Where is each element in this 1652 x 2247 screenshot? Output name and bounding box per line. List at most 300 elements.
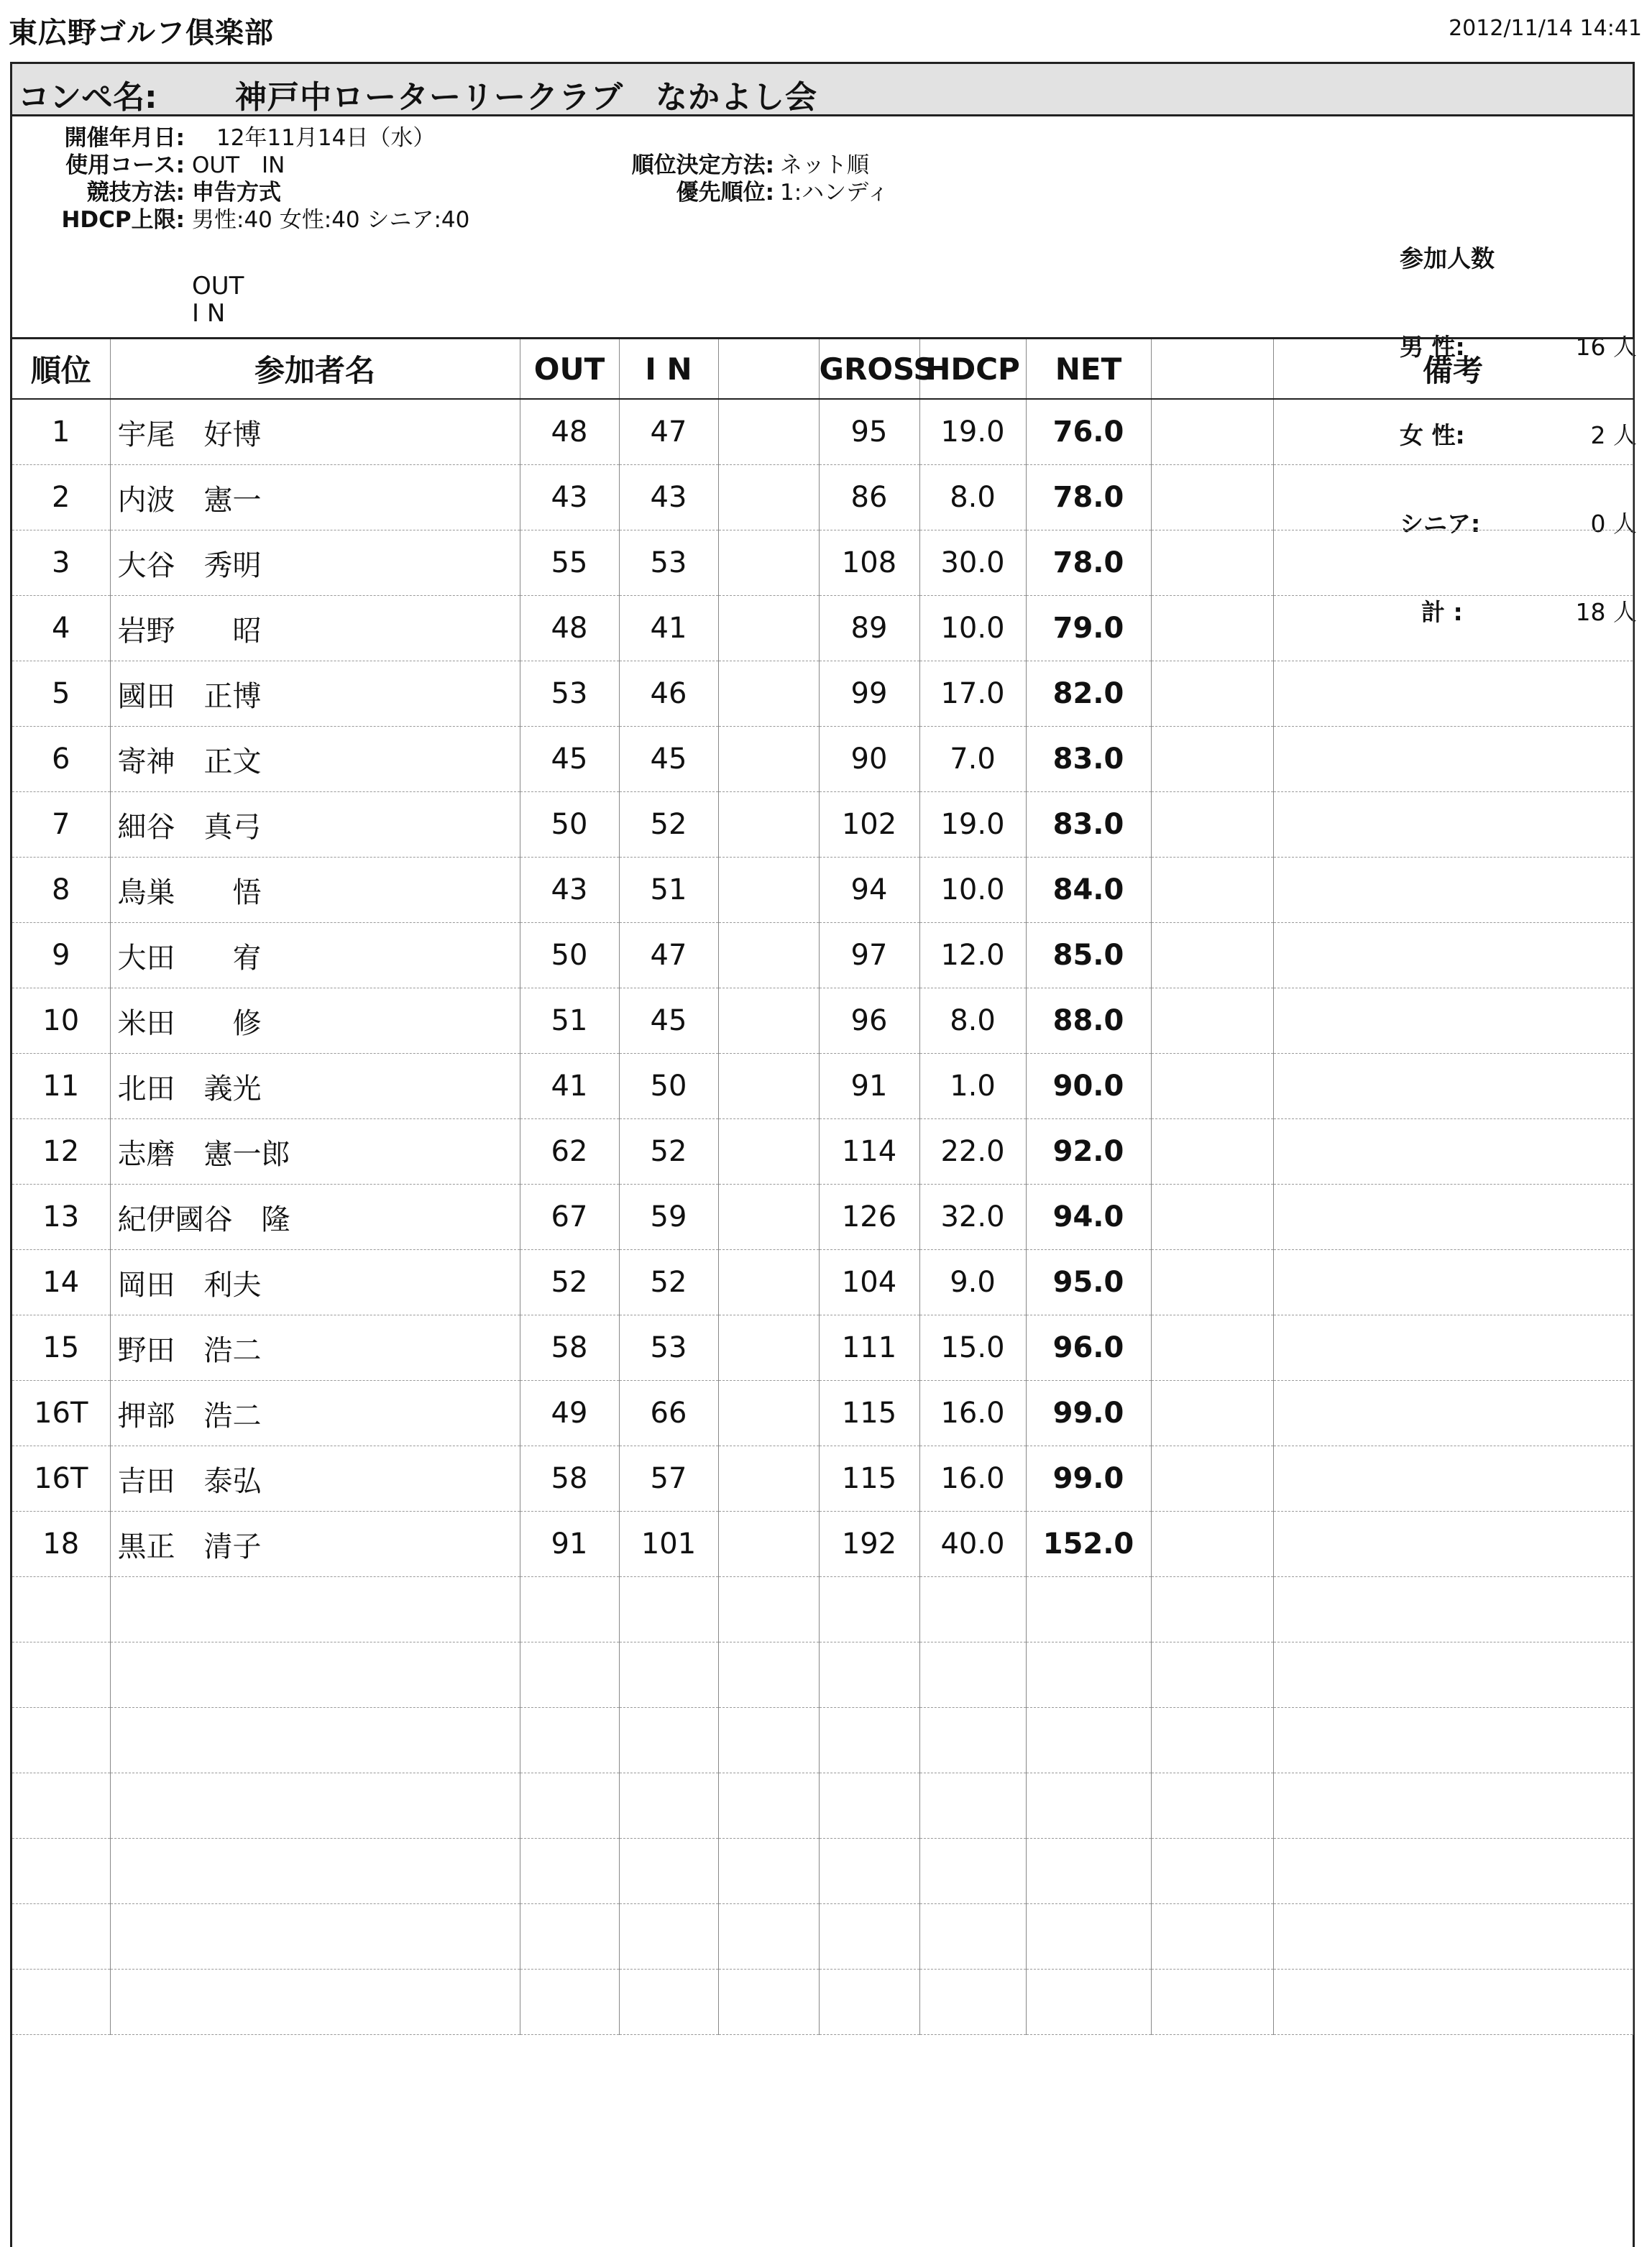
note-cell <box>1273 1315 1633 1381</box>
gross-cell: 108 <box>819 530 919 596</box>
blank-cell <box>1151 1119 1273 1185</box>
gross-cell: 94 <box>819 858 919 923</box>
hdcp-cell: 40.0 <box>919 1512 1026 1577</box>
note-cell <box>1273 988 1633 1054</box>
out-score-cell: 55 <box>520 530 619 596</box>
out-score-cell: 58 <box>520 1446 619 1512</box>
note-cell <box>1273 923 1633 988</box>
blank-cell <box>718 727 819 792</box>
rank-cell: 15 <box>12 1315 110 1381</box>
table-row <box>12 858 1633 923</box>
empty-cell <box>619 1773 718 1839</box>
out-header: OUT <box>520 339 619 399</box>
empty-cell <box>619 1904 718 1970</box>
empty-cell <box>1273 1708 1633 1773</box>
hdcp-cell: 17.0 <box>919 661 1026 727</box>
name-cell: 紀伊國谷 隆 <box>110 1185 520 1250</box>
blank-cell <box>1151 399 1273 465</box>
in-score-cell: 45 <box>619 727 718 792</box>
rank-cell: 4 <box>12 596 110 661</box>
name-cell: 大谷 秀明 <box>110 530 520 596</box>
empty-cell <box>718 1642 819 1708</box>
gross-cell: 86 <box>819 465 919 530</box>
hdcp-cell: 8.0 <box>919 988 1026 1054</box>
empty-cell <box>718 1577 819 1642</box>
hdcp-cell: 1.0 <box>919 1054 1026 1119</box>
rank-cell: 3 <box>12 530 110 596</box>
empty-cell <box>619 1839 718 1904</box>
table-row <box>12 1315 1633 1381</box>
net-cell: 85.0 <box>1026 923 1151 988</box>
female-count: 2 人 <box>1590 421 1637 449</box>
name-cell: 細谷 真弓 <box>110 792 520 858</box>
empty-cell <box>819 1839 919 1904</box>
name-cell: 内波 憲一 <box>110 465 520 530</box>
method-value: 申告方式 <box>192 180 281 206</box>
empty-cell <box>110 1642 520 1708</box>
rank-cell: 10 <box>12 988 110 1054</box>
empty-cell <box>12 1839 110 1904</box>
table-row <box>12 727 1633 792</box>
empty-cell <box>819 1773 919 1839</box>
blank-cell <box>718 923 819 988</box>
hdcp-cell: 10.0 <box>919 858 1026 923</box>
empty-row <box>12 1708 1633 1773</box>
blank-cell <box>718 792 819 858</box>
in-score-cell: 51 <box>619 858 718 923</box>
table-row <box>12 1185 1633 1250</box>
hdcp-cell: 19.0 <box>919 792 1026 858</box>
gross-cell: 96 <box>819 988 919 1054</box>
in-score-cell: 59 <box>619 1185 718 1250</box>
name-cell: 大田 宥 <box>110 923 520 988</box>
blank-cell <box>718 530 819 596</box>
note-cell <box>1273 1381 1633 1446</box>
net-cell: 99.0 <box>1026 1446 1151 1512</box>
blank-cell <box>1151 1315 1273 1381</box>
result-sheet <box>10 62 1635 2247</box>
rank-cell: 16T <box>12 1446 110 1512</box>
out-score-cell: 51 <box>520 988 619 1054</box>
out-score-cell: 50 <box>520 923 619 988</box>
empty-cell <box>1026 1839 1151 1904</box>
gross-cell: 192 <box>819 1512 919 1577</box>
table-row <box>12 923 1633 988</box>
empty-cell <box>1151 1642 1273 1708</box>
empty-cell <box>1026 1904 1151 1970</box>
participants-title: 参加人数 <box>1400 244 1495 272</box>
hdcp-cell: 16.0 <box>919 1381 1026 1446</box>
net-cell: 82.0 <box>1026 661 1151 727</box>
course-value: OUT IN <box>192 152 285 178</box>
note-cell <box>1273 858 1633 923</box>
blank-cell <box>1151 661 1273 727</box>
empty-cell <box>1273 1839 1633 1904</box>
empty-row <box>12 1904 1633 1970</box>
hdcp-header: HDCP <box>919 339 1026 399</box>
table-row <box>12 1250 1633 1315</box>
net-cell: 92.0 <box>1026 1119 1151 1185</box>
rank-method-key: 順位決定方法: <box>631 152 774 178</box>
gross-cell: 115 <box>819 1446 919 1512</box>
gross-cell: 111 <box>819 1315 919 1381</box>
table-row <box>12 399 1633 465</box>
empty-cell <box>718 1970 819 2035</box>
out-score-cell: 43 <box>520 465 619 530</box>
out-score-cell: 58 <box>520 1315 619 1381</box>
net-cell: 88.0 <box>1026 988 1151 1054</box>
blank-cell <box>1151 1512 1273 1577</box>
blank-cell <box>718 988 819 1054</box>
blank-cell <box>1151 727 1273 792</box>
name-cell: 國田 正博 <box>110 661 520 727</box>
rank-cell: 9 <box>12 923 110 988</box>
name-cell: 宇尾 好博 <box>110 399 520 465</box>
blank-header-1 <box>718 339 819 399</box>
results-table <box>12 339 1633 2035</box>
hdcp-cell: 22.0 <box>919 1119 1026 1185</box>
name-cell: 吉田 泰弘 <box>110 1446 520 1512</box>
total-count: 18 人 <box>1575 598 1637 626</box>
empty-row <box>12 1642 1633 1708</box>
net-cell: 96.0 <box>1026 1315 1151 1381</box>
out-score-cell: 48 <box>520 596 619 661</box>
blank-cell <box>718 1315 819 1381</box>
rank-cell: 6 <box>12 727 110 792</box>
blank-cell <box>1151 1054 1273 1119</box>
blank-cell <box>718 465 819 530</box>
table-row <box>12 596 1633 661</box>
hdcp-cell: 10.0 <box>919 596 1026 661</box>
hdcp-cell: 12.0 <box>919 923 1026 988</box>
in-score-cell: 43 <box>619 465 718 530</box>
blank-cell <box>1151 1446 1273 1512</box>
blank-cell <box>1151 988 1273 1054</box>
empty-cell <box>1151 1577 1273 1642</box>
date-value: 12年11月14日（水） <box>216 125 436 151</box>
empty-cell <box>919 1904 1026 1970</box>
empty-cell <box>718 1904 819 1970</box>
out-score-cell: 48 <box>520 399 619 465</box>
method-key: 競技方法: <box>86 180 185 206</box>
rank-cell: 18 <box>12 1512 110 1577</box>
in-score-cell: 52 <box>619 1119 718 1185</box>
empty-cell <box>12 1708 110 1773</box>
blank-cell <box>718 1381 819 1446</box>
empty-cell <box>110 1970 520 2035</box>
hdcp-value: 男性:40 女性:40 シニア:40 <box>192 207 470 233</box>
out-score-cell: 67 <box>520 1185 619 1250</box>
empty-cell <box>520 1839 619 1904</box>
net-cell: 84.0 <box>1026 858 1151 923</box>
note-cell <box>1273 1119 1633 1185</box>
gross-cell: 114 <box>819 1119 919 1185</box>
empty-cell <box>919 1839 1026 1904</box>
empty-cell <box>718 1708 819 1773</box>
competition-title-bar <box>12 64 1633 116</box>
out-score-cell: 49 <box>520 1381 619 1446</box>
empty-cell <box>110 1904 520 1970</box>
blank-cell <box>1151 792 1273 858</box>
empty-cell <box>520 1577 619 1642</box>
name-cell: 岡田 利夫 <box>110 1250 520 1315</box>
print-timestamp: 2012/11/14 14:41 <box>1449 16 1642 41</box>
course-key: 使用コース: <box>65 152 185 178</box>
net-cell: 95.0 <box>1026 1250 1151 1315</box>
net-cell: 78.0 <box>1026 530 1151 596</box>
name-cell: 志磨 憲一郎 <box>110 1119 520 1185</box>
blank-cell <box>1151 1185 1273 1250</box>
note-header: 備考 <box>1273 339 1633 399</box>
empty-cell <box>1026 1577 1151 1642</box>
out-score-cell: 41 <box>520 1054 619 1119</box>
note-cell <box>1273 530 1633 596</box>
empty-cell <box>520 1642 619 1708</box>
out-score-cell: 53 <box>520 661 619 727</box>
empty-cell <box>1273 1773 1633 1839</box>
in-score-cell: 53 <box>619 1315 718 1381</box>
empty-cell <box>718 1773 819 1839</box>
empty-cell <box>919 1773 1026 1839</box>
in-score-cell: 53 <box>619 530 718 596</box>
table-row <box>12 1381 1633 1446</box>
in-score-cell: 52 <box>619 1250 718 1315</box>
note-cell <box>1273 465 1633 530</box>
net-cell: 76.0 <box>1026 399 1151 465</box>
priority-value: 1:ハンディ <box>780 180 889 206</box>
male-count: 16 人 <box>1575 333 1637 361</box>
table-row <box>12 661 1633 727</box>
note-cell <box>1273 792 1633 858</box>
gross-cell: 99 <box>819 661 919 727</box>
table-header <box>12 339 1633 399</box>
net-cell: 83.0 <box>1026 727 1151 792</box>
out-in-labels <box>192 272 244 327</box>
empty-cell <box>919 1642 1026 1708</box>
in-header: I N <box>619 339 718 399</box>
rank-cell: 2 <box>12 465 110 530</box>
blank-cell <box>1151 923 1273 988</box>
out-score-cell: 91 <box>520 1512 619 1577</box>
gross-header: GROSS <box>819 339 919 399</box>
net-cell: 78.0 <box>1026 465 1151 530</box>
in-score-cell: 45 <box>619 988 718 1054</box>
name-cell: 野田 浩二 <box>110 1315 520 1381</box>
in-score-cell: 57 <box>619 1446 718 1512</box>
info-middle <box>415 152 889 206</box>
empty-cell <box>12 1970 110 2035</box>
rank-cell: 13 <box>12 1185 110 1250</box>
empty-cell <box>1273 1577 1633 1642</box>
note-cell <box>1273 1250 1633 1315</box>
empty-cell <box>1151 1904 1273 1970</box>
rank-cell: 1 <box>12 399 110 465</box>
female-label: 女 性: <box>1400 421 1465 449</box>
hdcp-cell: 7.0 <box>919 727 1026 792</box>
name-cell: 黒正 清子 <box>110 1512 520 1577</box>
empty-cell <box>718 1839 819 1904</box>
hdcp-cell: 15.0 <box>919 1315 1026 1381</box>
empty-cell <box>919 1708 1026 1773</box>
note-cell <box>1273 1054 1633 1119</box>
hdcp-cell: 9.0 <box>919 1250 1026 1315</box>
rank-cell: 12 <box>12 1119 110 1185</box>
total-label: 計 : <box>1421 598 1463 626</box>
rank-cell: 16T <box>12 1381 110 1446</box>
note-cell <box>1273 727 1633 792</box>
gross-cell: 115 <box>819 1381 919 1446</box>
table-row <box>12 465 1633 530</box>
rank-cell: 8 <box>12 858 110 923</box>
out-score-cell: 43 <box>520 858 619 923</box>
rank-cell: 14 <box>12 1250 110 1315</box>
table-row <box>12 1119 1633 1185</box>
in-score-cell: 101 <box>619 1512 718 1577</box>
gross-cell: 89 <box>819 596 919 661</box>
net-header: NET <box>1026 339 1151 399</box>
out-score-cell: 50 <box>520 792 619 858</box>
net-cell: 152.0 <box>1026 1512 1151 1577</box>
net-cell: 83.0 <box>1026 792 1151 858</box>
empty-cell <box>619 1642 718 1708</box>
empty-cell <box>12 1904 110 1970</box>
empty-cell <box>1151 1970 1273 2035</box>
net-cell: 79.0 <box>1026 596 1151 661</box>
note-cell <box>1273 596 1633 661</box>
empty-cell <box>110 1773 520 1839</box>
name-cell: 岩野 昭 <box>110 596 520 661</box>
table-row <box>12 530 1633 596</box>
empty-row <box>12 1970 1633 2035</box>
name-cell: 北田 義光 <box>110 1054 520 1119</box>
empty-cell <box>520 1970 619 2035</box>
male-label: 男 性: <box>1400 333 1465 361</box>
empty-cell <box>110 1839 520 1904</box>
table-row <box>12 792 1633 858</box>
gross-cell: 95 <box>819 399 919 465</box>
table-row <box>12 1512 1633 1577</box>
hdcp-cell: 19.0 <box>919 399 1026 465</box>
empty-cell <box>1273 1642 1633 1708</box>
net-cell: 94.0 <box>1026 1185 1151 1250</box>
rank-cell: 11 <box>12 1054 110 1119</box>
out-score-cell: 62 <box>520 1119 619 1185</box>
empty-cell <box>819 1642 919 1708</box>
gross-cell: 126 <box>819 1185 919 1250</box>
empty-row <box>12 1773 1633 1839</box>
name-cell: 寄神 正文 <box>110 727 520 792</box>
rank-method-value: ネット順 <box>780 152 869 178</box>
competition-label: コンペ名: <box>18 79 157 116</box>
empty-cell <box>1273 1970 1633 2035</box>
blank-cell <box>1151 858 1273 923</box>
date-key: 開催年月日: <box>64 125 185 151</box>
empty-cell <box>520 1773 619 1839</box>
table-row <box>12 988 1633 1054</box>
in-score-cell: 47 <box>619 399 718 465</box>
in-score-cell: 52 <box>619 792 718 858</box>
empty-cell <box>619 1970 718 2035</box>
empty-cell <box>12 1773 110 1839</box>
empty-cell <box>110 1577 520 1642</box>
club-name: 東広野ゴルフ倶楽部 <box>9 17 274 50</box>
empty-cell <box>919 1577 1026 1642</box>
blank-cell <box>718 1119 819 1185</box>
net-cell: 99.0 <box>1026 1381 1151 1446</box>
blank-cell <box>718 661 819 727</box>
hdcp-cell: 30.0 <box>919 530 1026 596</box>
empty-cell <box>1026 1773 1151 1839</box>
note-cell <box>1273 1446 1633 1512</box>
empty-cell <box>110 1708 520 1773</box>
empty-row <box>12 1839 1633 1904</box>
empty-cell <box>12 1642 110 1708</box>
senior-count: 0 人 <box>1590 510 1637 538</box>
empty-cell <box>1273 1904 1633 1970</box>
info-left <box>19 124 469 234</box>
hdcp-key: HDCP上限: <box>61 207 185 233</box>
empty-cell <box>520 1904 619 1970</box>
empty-cell <box>619 1708 718 1773</box>
empty-cell <box>819 1904 919 1970</box>
table-row <box>12 1054 1633 1119</box>
empty-cell <box>1151 1708 1273 1773</box>
rank-cell: 5 <box>12 661 110 727</box>
gross-cell: 104 <box>819 1250 919 1315</box>
in-score-cell: 41 <box>619 596 718 661</box>
hdcp-cell: 8.0 <box>919 465 1026 530</box>
blank-cell <box>718 1512 819 1577</box>
gross-cell: 91 <box>819 1054 919 1119</box>
empty-cell <box>819 1577 919 1642</box>
competition-name: 神戸中ローターリークラブ なかよし会 <box>235 79 817 116</box>
priority-key: 優先順位: <box>676 180 774 206</box>
note-cell <box>1273 1512 1633 1577</box>
empty-cell <box>919 1970 1026 2035</box>
name-header: 参加者名 <box>110 339 520 399</box>
note-cell <box>1273 661 1633 727</box>
name-cell: 鳥巣 悟 <box>110 858 520 923</box>
blank-cell <box>718 858 819 923</box>
empty-cell <box>1151 1839 1273 1904</box>
net-cell: 90.0 <box>1026 1054 1151 1119</box>
blank-cell <box>718 1446 819 1512</box>
note-cell <box>1273 1185 1633 1250</box>
blank-cell <box>718 1054 819 1119</box>
blank-header-2 <box>1151 339 1273 399</box>
empty-cell <box>1026 1708 1151 1773</box>
empty-cell <box>1026 1970 1151 2035</box>
blank-cell <box>718 1250 819 1315</box>
in-label: I N <box>192 299 226 328</box>
hdcp-cell: 16.0 <box>919 1446 1026 1512</box>
name-cell: 押部 浩二 <box>110 1381 520 1446</box>
gross-cell: 102 <box>819 792 919 858</box>
empty-cell <box>520 1708 619 1773</box>
empty-cell <box>819 1708 919 1773</box>
in-score-cell: 50 <box>619 1054 718 1119</box>
rank-cell: 7 <box>12 792 110 858</box>
gross-cell: 97 <box>819 923 919 988</box>
name-cell: 米田 修 <box>110 988 520 1054</box>
blank-cell <box>1151 596 1273 661</box>
blank-cell <box>1151 1381 1273 1446</box>
in-score-cell: 46 <box>619 661 718 727</box>
blank-cell <box>1151 465 1273 530</box>
in-score-cell: 47 <box>619 923 718 988</box>
empty-cell <box>12 1577 110 1642</box>
blank-cell <box>1151 1250 1273 1315</box>
